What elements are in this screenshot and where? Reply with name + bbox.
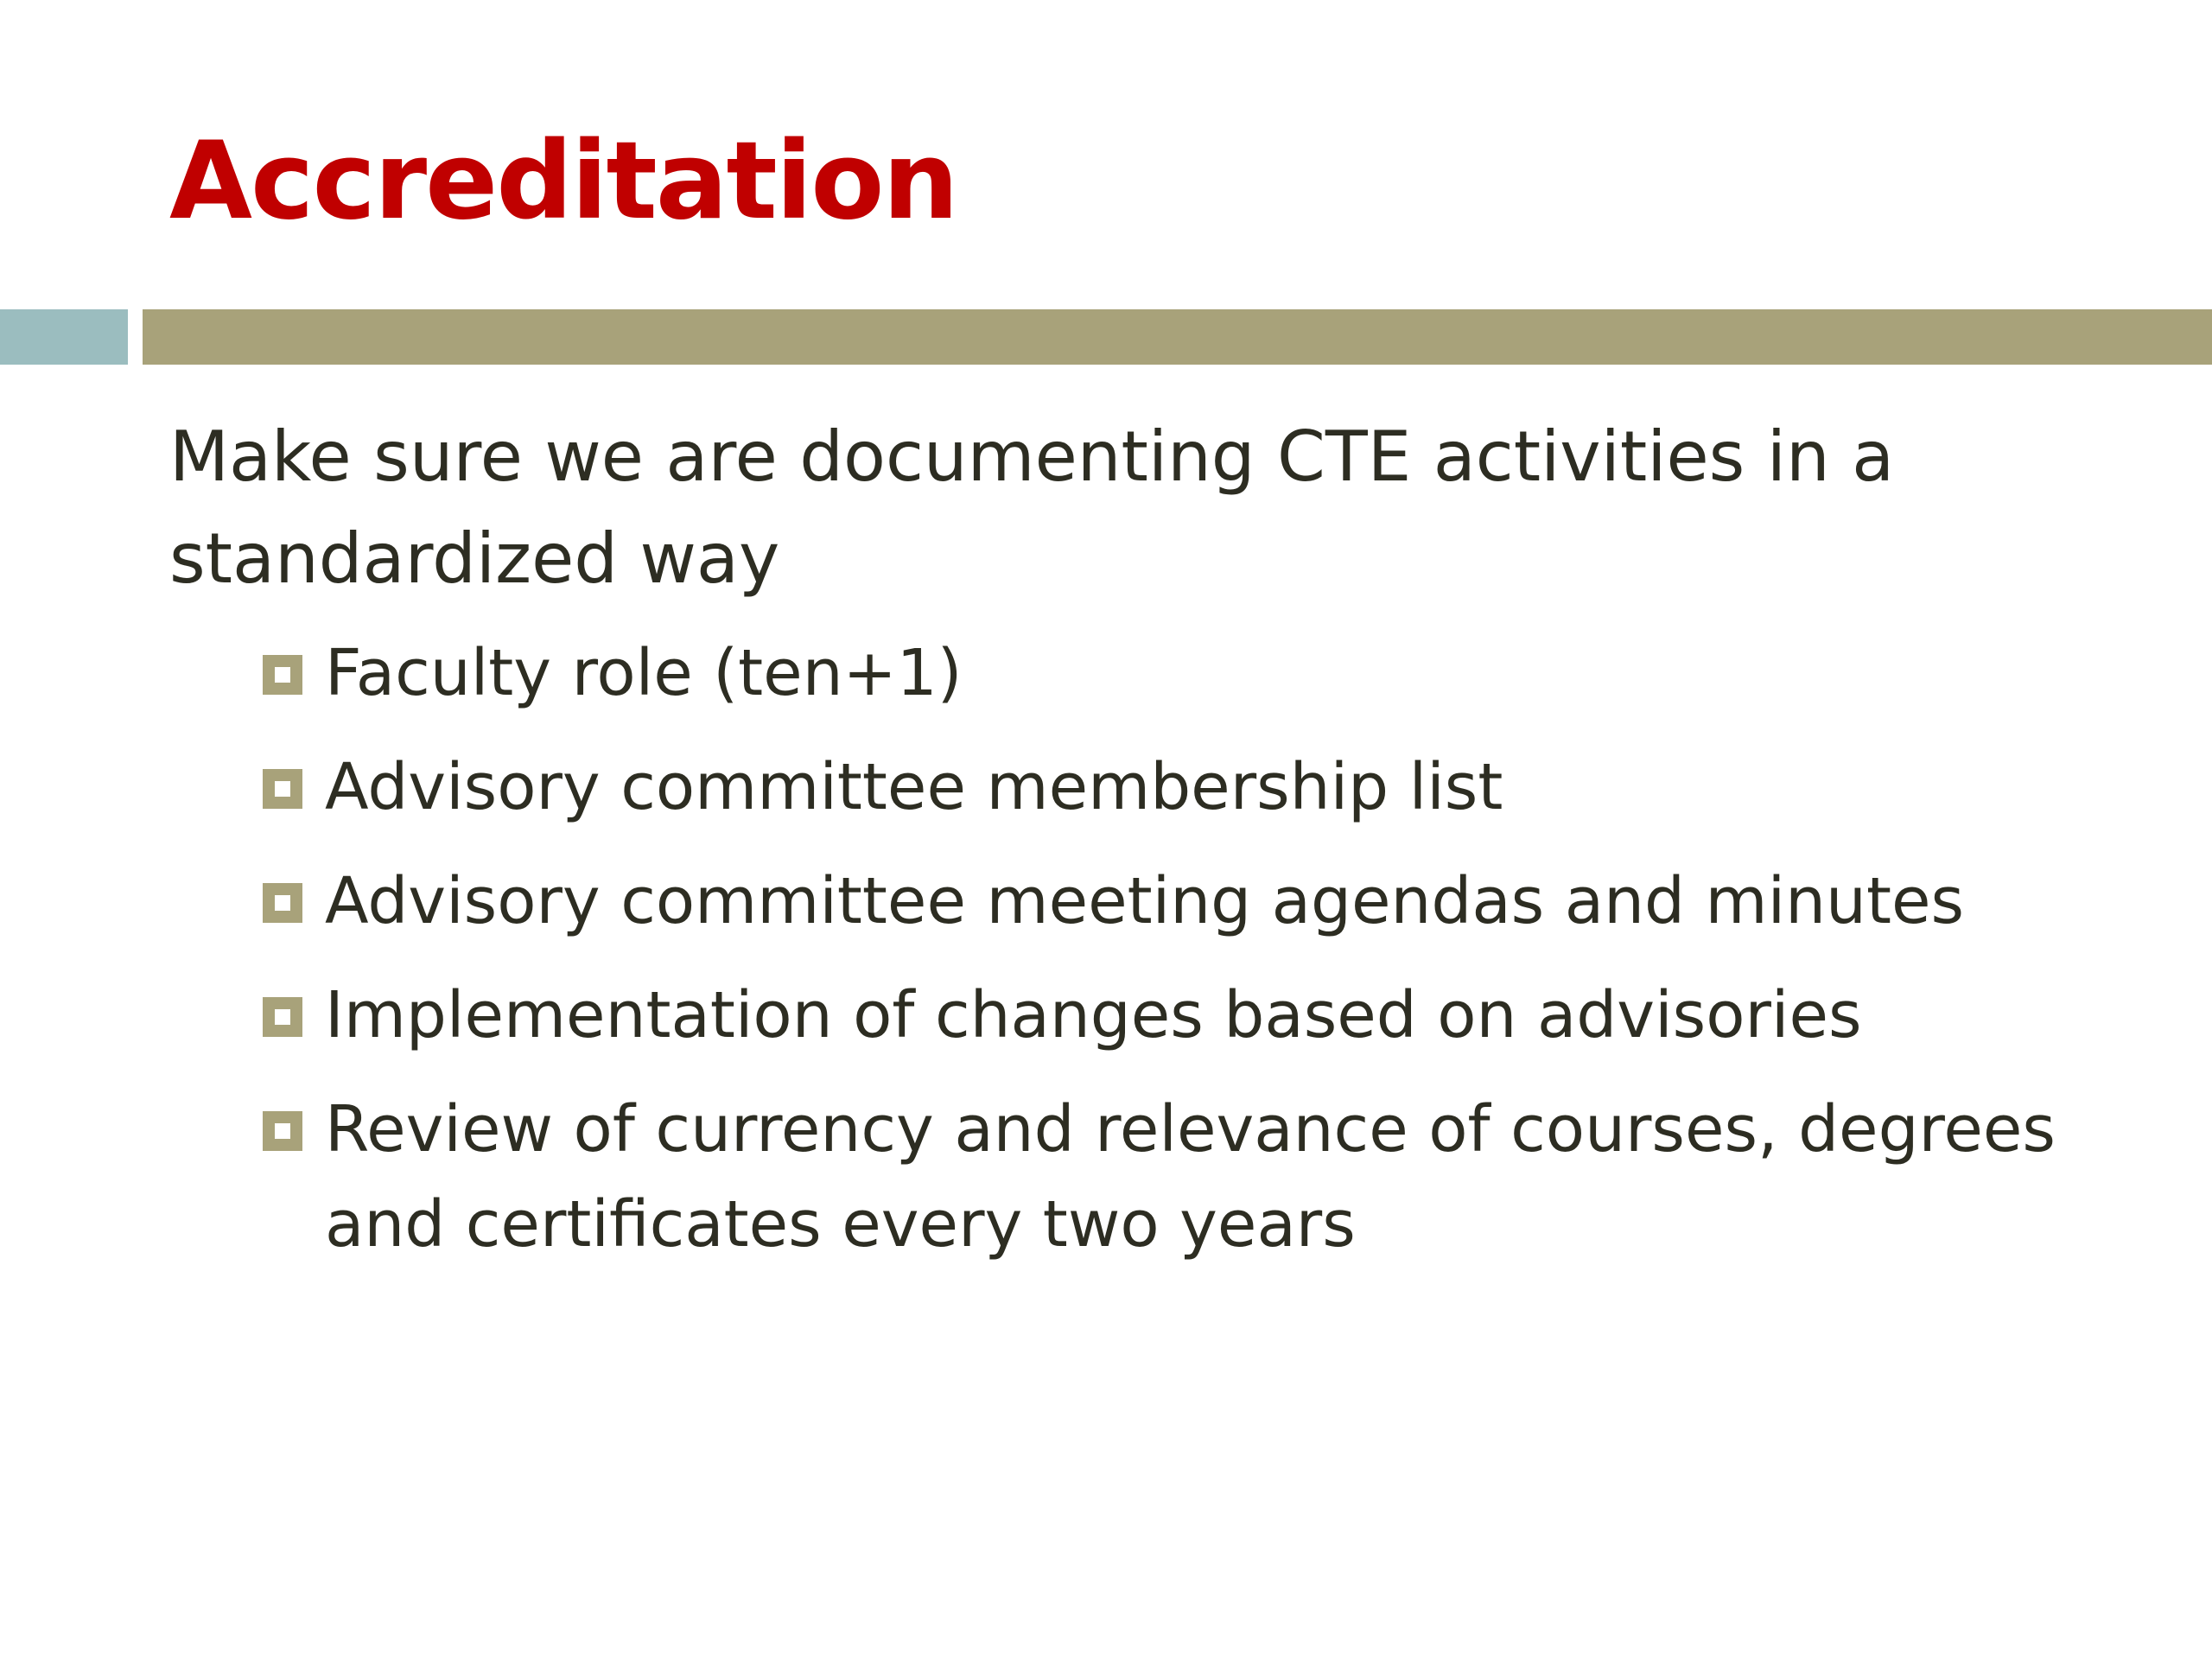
- lead-paragraph: Make sure we are documenting CTE activities in a standardized way: [169, 416, 1895, 599]
- bullet-text: Advisory committee membership list: [325, 750, 1503, 824]
- bullet-item: [169, 854, 2157, 949]
- accent-bar-right: [143, 309, 2212, 365]
- bullet-list: [169, 626, 2157, 1272]
- bullet-item: [169, 740, 2157, 835]
- bullet-text: Faculty role (ten+1): [325, 636, 963, 710]
- bullet-item: [169, 626, 2157, 721]
- bullet-text: Advisory committee meeting agendas and minutes: [325, 864, 1965, 938]
- slide-title: Accreditation: [169, 119, 957, 244]
- accent-bar-left: [0, 309, 128, 365]
- hollow-square-bullet-icon: [263, 997, 302, 1037]
- bullet-text: Implementation of changes based on advisories: [325, 978, 1862, 1052]
- hollow-square-bullet-icon: [263, 1111, 302, 1151]
- slide-body: [169, 406, 2157, 1291]
- hollow-square-bullet-icon: [263, 883, 302, 923]
- hollow-square-bullet-icon: [263, 769, 302, 809]
- bullet-text: Review of currency and relevance of courses, degrees and certificates every two years: [325, 1092, 2056, 1262]
- hollow-square-bullet-icon: [263, 655, 302, 695]
- bullet-item: [169, 968, 2157, 1063]
- bullet-item: [169, 1082, 2157, 1272]
